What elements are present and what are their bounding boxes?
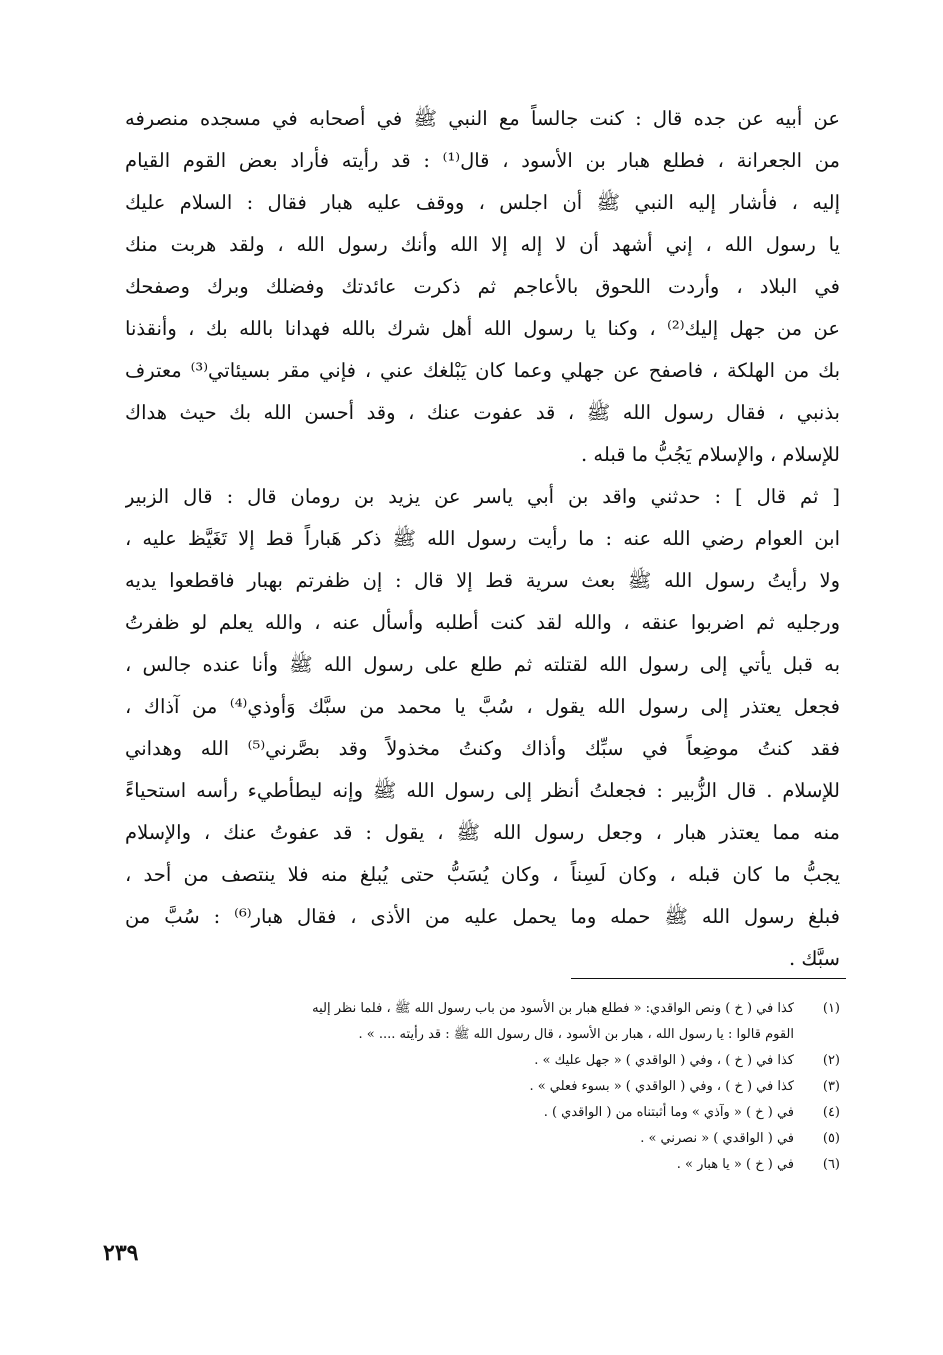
footnote-text — [116, 996, 794, 1048]
text-line: به قبل يأتي إلى رسول الله لقتلته ثم طلع على رسول الله ﷺ وأنا عنده جالس ، — [125, 653, 840, 676]
text-line: بذنبي ، فقال رسول الله ﷺ ، قد عفوت عنك ، وقد أحسن الله بك حيث هداك — [125, 401, 840, 424]
text-line: عن أبيه عن جده قال : كنت جالساً مع النبي ﷺ في أصحابه في مسجده منصرفه — [125, 107, 840, 130]
footnote-number: (٤) — [822, 1105, 840, 1120]
footnote-line: كذا في ( خ ) ونص الواقدي: « فطلع هبار بن الأسود من باب رسول الله ﷺ ، فلما نظر إليه — [312, 1001, 794, 1016]
footnotes — [116, 996, 846, 1178]
footnote-text — [116, 1100, 794, 1126]
footnote-separator — [571, 978, 846, 979]
text-line: بك من الهلكة ، فاصفح عن جهلي وعما كان يَبْلغك عني ، فإني مقر بسيئاتي⁽³⁾ معترف — [125, 359, 840, 382]
footnote — [116, 996, 846, 1048]
text-line: منه مما يعتذر هبار ، وجعل رسول الله ﷺ ، يقول : قد عفوتُ عنك ، والإسلام — [125, 821, 840, 844]
text-line: عن من جهل إليك⁽²⁾ ، وكنا يا رسول الله أهل شرك بالله فهدانا بالله بك ، وأنقذنا — [125, 317, 840, 340]
footnote-number: (٣) — [822, 1079, 840, 1094]
footnote-text — [116, 1152, 794, 1178]
footnote-number: (١) — [822, 1001, 840, 1016]
text-line: من الجعرانة ، فطلع هبار بن الأسود ، قال⁽¹⁾ : قد رأيته فأراد بعض القوم القيام — [125, 149, 840, 172]
text-line: سبَّك . — [788, 947, 840, 970]
text-line: فقد كنتُ موضِعاً في سبِّك وأذاك وكنتُ مخذولاً وقد بصَّرني⁽⁵⁾ الله وهداني — [125, 737, 840, 760]
footnote — [116, 1126, 846, 1152]
text-line: يجبُّ ما كان قبله ، وكان لَسِناً ، وكان يُسَبُّ حتى يُبلغ منه فلا ينتصف من أحد ، — [125, 863, 840, 886]
text-line: فبلغ رسول الله ﷺ حمله وما يحمل عليه من الأذى ، فقال هبار⁽⁶⁾ : سُبَّ من — [125, 905, 840, 928]
footnote — [116, 1074, 846, 1100]
footnote-text — [116, 1074, 794, 1100]
text-line: إليه ، فأشار إليه النبي ﷺ أن اجلس ، ووقف عليه هبار فقال : السلام عليك — [125, 191, 840, 214]
footnote-text — [116, 1126, 794, 1152]
text-line: ابن العوام رضي الله عنه : ما رأيت رسول الله ﷺ ذكر هَباراً قط إلا تَغَيَّظ عليه ، — [125, 527, 840, 550]
footnote — [116, 1048, 846, 1074]
footnote-number: (٦) — [822, 1157, 840, 1172]
main-text — [125, 98, 840, 980]
text-line: يا رسول الله ، إني أشهد أن لا إله إلا الله وأنك رسول الله ، ولقد هربت منك — [125, 233, 840, 256]
text-line: للإسلام . قال الزُّبير : فجعلتُ أنظر إلى رسول الله ﷺ وإنه ليطأطيء رأسه استحياءً — [125, 779, 840, 802]
footnote — [116, 1152, 846, 1178]
footnote-text — [116, 1048, 794, 1074]
footnote-number: (٢) — [822, 1053, 840, 1068]
text-line: فجعل يعتذر إلى رسول الله يقول ، سُبَّ يا محمد من سبَّك وَأوذي⁽⁴⁾ من آذاك ، — [125, 695, 840, 718]
text-line: ورجليه ثم اضربوا عنقه ، والله لقد كنت أطلبه وأسأل عنه ، والله يعلم لو ظفرتُ — [125, 611, 840, 634]
footnote-line: في ( خ ) « يا هبار » . — [676, 1157, 794, 1172]
text-line: ولا رأيتُ رسول الله ﷺ بعث سرية قط إلا قال : إن ظفرتم بهبار فاقطعوا يديه — [125, 569, 840, 592]
text-line: [ ثم قال ] : حدثني واقد بن أبي ياسر عن يزيد بن رومان قال : قال الزبير — [125, 485, 840, 508]
footnote-line: في ( الواقدي ) « نصرني » . — [640, 1131, 794, 1146]
text-line: في البلاد ، وأردت اللحوق بالأعاجم ثم ذكرت عائدتك وفضلك وبرك وصفحك — [125, 275, 840, 298]
footnote — [116, 1100, 846, 1126]
footnote-line: كذا في ( خ ) ، وفي ( الواقدي ) « بسوء فعلي » . — [529, 1079, 794, 1094]
footnote-number: (٥) — [822, 1131, 840, 1146]
text-line: للإسلام ، والإسلام يَجُبُّ ما قبله . — [581, 443, 840, 466]
footnote-line: في ( خ ) « وآذي » وما أثبتناه من ( الواقدي ) . — [543, 1105, 794, 1120]
page-number: ٢٣٩ — [103, 1240, 139, 1266]
footnote-line: القوم قالوا : يا رسول الله ، هبار بن الأسود ، قال رسول الله ﷺ : قد رأيته .... » . — [358, 1027, 794, 1042]
footnote-line: كذا في ( خ ) ، وفي ( الواقدي ) « جهل عليك » . — [534, 1053, 794, 1068]
